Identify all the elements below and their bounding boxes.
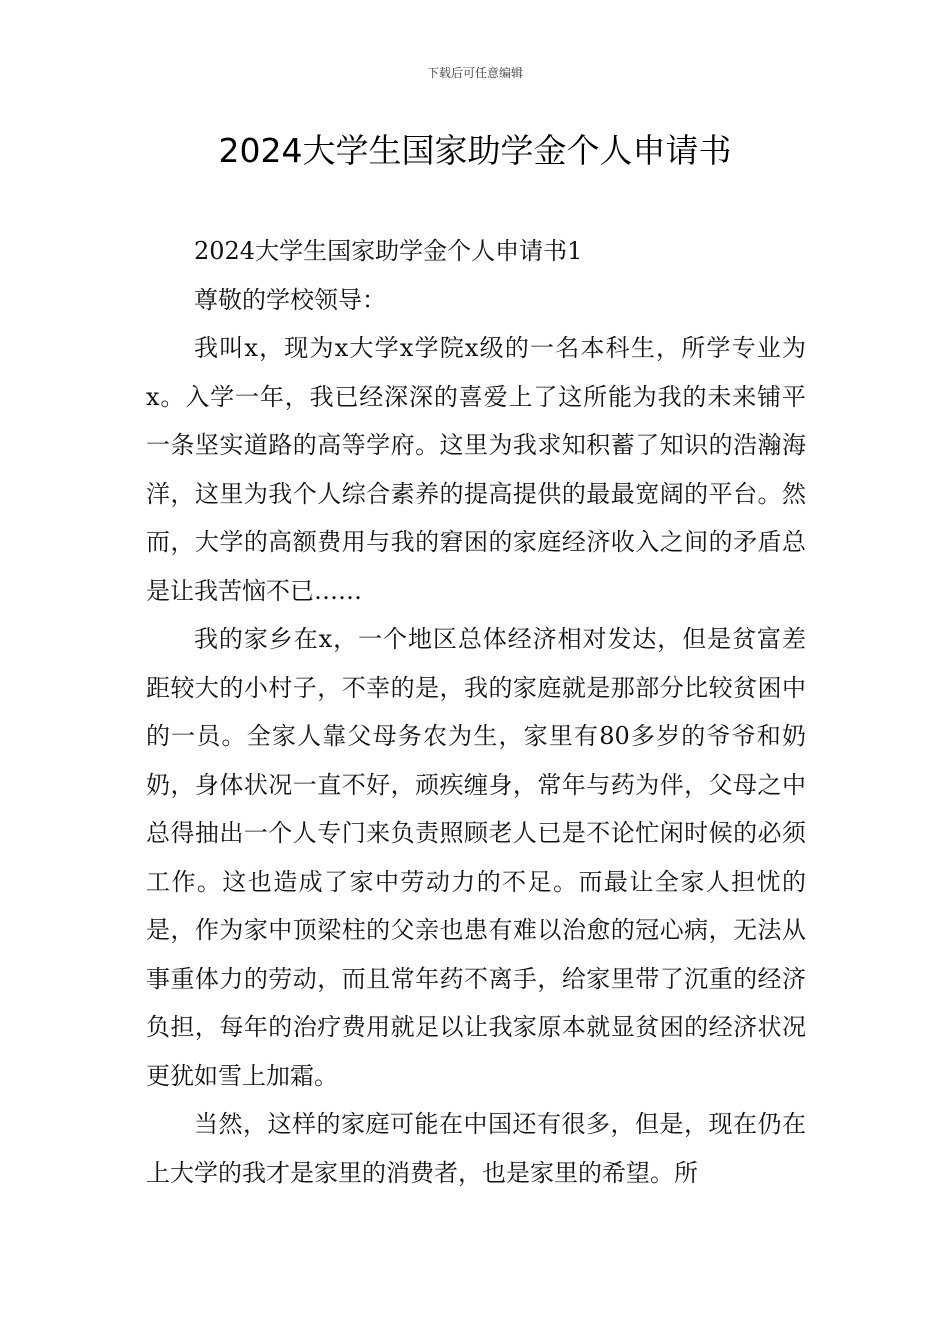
document-body (146, 227, 806, 1197)
body-paragraph: 我叫x，现为x大学x学院x级的一名本科生，所学专业为x。入学一年，我已经深深的喜爱上了这所能为我的未来铺平一条坚实道路的高等学府。这里为我求知积蓄了知识的浩瀚海洋，这里为我个人综合素养的提高提供的最最宽阔的平台。然而，大学的高额费用与我的窘困的家庭经济收入之间的矛盾总是让我苦恼不已…… (146, 334, 806, 605)
document-title: 2024大学生国家助学金个人申请书 (218, 131, 732, 170)
body-paragraph: 我的家乡在x，一个地区总体经济相对发达，但是贫富差距较大的小村子，不幸的是，我的家庭就是那部分比较贫困中的一员。全家人靠父母务农为生，家里有80多岁的爷爷和奶奶，身体状况一直不好，顽疾缠身，常年与药为伴，父母之中总得抽出一个人专门来负责照顾老人已是不论忙闲时候的必须工作。这也造成了家中劳动力的不足。而最让全家人担忧的是，作为家中顶梁柱的父亲也患有难以治愈的冠心病，无法从事重体力的劳动，而且常年药不离手，给家里带了沉重的经济负担，每年的治疗费用就足以让我家原本就显贫困的经济状况更犹如雪上加霜。 (146, 625, 806, 1090)
body-paragraph: 当然，这样的家庭可能在中国还有很多，但是，现在仍在上大学的我才是家里的消费者，也是家里的希望。所 (146, 1110, 806, 1187)
header-note: 下载后可任意编辑 (426, 66, 523, 80)
subtitle-paragraph: 2024大学生国家助学金个人申请书1 (194, 237, 583, 265)
salutation-paragraph: 尊敬的学校领导： (194, 285, 386, 314)
